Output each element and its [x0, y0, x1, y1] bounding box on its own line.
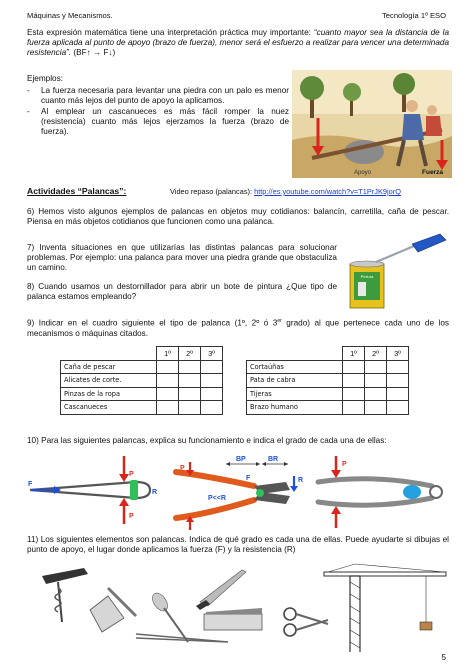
arrow-down-icon [331, 456, 341, 478]
grade-cell[interactable] [365, 387, 387, 401]
grade-cell[interactable] [365, 374, 387, 388]
header-left: Máquinas y Mecanismos. [27, 11, 113, 20]
grade-cell[interactable] [387, 387, 409, 401]
pliers-r-label: R [298, 477, 304, 484]
grade-cell[interactable] [201, 401, 223, 415]
question-9 [27, 318, 449, 339]
row-label: Tijeras [247, 387, 343, 401]
table-row [61, 360, 223, 374]
video-link[interactable]: http://es.youtube.com/watch?v=T1PrJK9jorQ [254, 187, 401, 196]
paint-can-label: Pintura [360, 274, 374, 279]
question-7: 7) Inventa situaciones en que utilizarías las distintas palancas para solucionar problemas. Por ejemplo: una palanca para mover una piedra grande que obstaculiza un camino. [27, 243, 337, 272]
corkscrew-icon [42, 568, 88, 622]
intro-paragraph [27, 28, 449, 58]
grade-header: 3º [387, 347, 409, 361]
knife-icon [196, 570, 246, 610]
example-item [27, 107, 289, 137]
table-row [247, 360, 409, 374]
shovel-icon [90, 588, 136, 632]
grade-cell[interactable] [343, 401, 365, 415]
grade-cell[interactable] [387, 401, 409, 415]
arrow-down-icon [119, 456, 129, 482]
tools-illustration [28, 562, 448, 654]
arrow-up-icon [331, 506, 341, 528]
bullet-dash: - [27, 107, 30, 116]
question-8: 8) Cuando usamos un destornillador para abrir un bote de pintura ¿Que tipo de palanca estamos empleando? [27, 282, 337, 301]
paint-can-icon [350, 261, 384, 308]
page-number: 5 [441, 652, 446, 662]
question-6: 6) Hemos visto algunos ejemplos de palancas en objetos muy cotidianos: balancín, carretilla, caña de pescar. Piensa en más objetos cotidianos que funcionen como una palanca. [27, 207, 449, 226]
grade-header: 1º [343, 347, 365, 361]
table-header-row [61, 347, 223, 361]
examples-list [27, 86, 289, 137]
arrow-up-icon [119, 498, 129, 524]
stapler-icon [204, 608, 262, 630]
grade-cell[interactable] [365, 401, 387, 415]
row-label: Cortaúñas [247, 360, 343, 374]
nutcracker-diagram [314, 452, 450, 532]
pliers-equation: P<<R [208, 495, 226, 502]
grade-table-right [246, 346, 409, 415]
intro-lead: Esta expresión matemática tiene una interpretación práctica muy importante: [27, 28, 314, 37]
table-row [61, 374, 223, 388]
grade-cell[interactable] [201, 360, 223, 374]
table-corner [247, 347, 343, 361]
row-label: Pata de cabra [247, 374, 343, 388]
row-label: Brazo humano [247, 401, 343, 415]
tweezers-diagram [26, 452, 164, 528]
tweezers-p-label-bottom: P [129, 513, 134, 520]
grade-header: 2º [365, 347, 387, 361]
grade-cell[interactable] [157, 401, 179, 415]
grade-header: 3º [201, 347, 223, 361]
bullet-dash: - [27, 86, 30, 95]
lever-illustration [292, 70, 452, 178]
question-11: 11) Los siguientes elementos son palancas. Indica de qué grado es cada una de ellas. Puede ayudarte si dibujas el punto de apoyo, el lugar donde aplicamos la fuerza (F) y la resistencia (R) [27, 535, 449, 554]
grade-cell[interactable] [201, 387, 223, 401]
table-row [247, 387, 409, 401]
screwdriver-icon [376, 234, 446, 262]
q9-sup: er [277, 318, 282, 324]
pliers-bp-label: BP [236, 456, 246, 463]
grade-cell[interactable] [343, 360, 365, 374]
grade-cell[interactable] [201, 374, 223, 388]
grade-header: 2º [179, 347, 201, 361]
nutcracker-p-label: P [342, 461, 347, 468]
table-row [61, 401, 223, 415]
screwdriver-paint-illustration [338, 232, 450, 312]
pliers-icon [176, 472, 290, 518]
grade-cell[interactable] [179, 401, 201, 415]
pliers-f-label: F [246, 475, 251, 482]
grade-cell[interactable] [179, 360, 201, 374]
row-label: Caña de pescar [61, 360, 157, 374]
grade-table-left [60, 346, 223, 415]
fulcrum-icon [256, 489, 264, 497]
table-row [61, 387, 223, 401]
example-text: La fuerza necesaria para levantar una piedra con un palo es menor cuanto más lejos del punto de apoyo la aplicamos. [41, 86, 289, 105]
table-row [247, 401, 409, 415]
nutcracker-icon [318, 479, 442, 505]
table-corner [61, 347, 157, 361]
grade-cell[interactable] [387, 374, 409, 388]
grade-cell[interactable] [179, 387, 201, 401]
row-label: Cascanueces [61, 401, 157, 415]
example-item [27, 86, 289, 106]
fuerza-label: Fuerza [422, 169, 443, 176]
apoyo-label: Apoyo [354, 170, 372, 176]
activities-title: Actividades “Palancas”: [27, 186, 127, 196]
example-text: Al emplear un cascanueces es más fácil romper la nuez (resistencia) cuanto más lejos ejerzamos la fuerza (brazo de fuerza). [41, 107, 289, 136]
grade-cell[interactable] [157, 360, 179, 374]
spoon-icon [149, 590, 188, 642]
q9-text-a: 9) Indicar en el cuadro siguiente el tipo de palanca (1º, 2º ó 3 [27, 318, 278, 328]
pliers-br-label: BR [268, 456, 279, 463]
q9-text-b: grado) al que pertenece cada uno de los mecanismos o máquinas citados. [27, 318, 449, 338]
grade-cell[interactable] [343, 387, 365, 401]
scissors-icon [284, 608, 328, 636]
examples-title: Ejemplos: [27, 74, 63, 83]
video-line [170, 187, 401, 196]
row-label: Alicates de corte. [61, 374, 157, 388]
grade-cell[interactable] [157, 374, 179, 388]
tweezers-p-label: P [129, 471, 134, 478]
tweezers-f-label: F [28, 481, 33, 488]
fulcrum-icon [130, 480, 138, 500]
row-label: Pinzas de la ropa [61, 387, 157, 401]
pliers-p-label: P [180, 465, 185, 472]
grade-cell[interactable] [179, 374, 201, 388]
grade-cell[interactable] [157, 387, 179, 401]
arrow-down-icon [290, 476, 298, 492]
crane-icon [324, 564, 446, 652]
nut-icon [403, 485, 421, 499]
table-row [247, 374, 409, 388]
video-label: Video repaso (palancas): [170, 187, 255, 196]
grade-cell[interactable] [343, 374, 365, 388]
grade-cell[interactable] [387, 360, 409, 374]
intro-quote: “cuanto mayor sea la distancia de la fuerza aplicada al punto de apoyo (brazo de fuerza), menor será el esfuerzo a realizar para vencer una determinada resistencia”. [27, 28, 449, 57]
table-header-row [247, 347, 409, 361]
question-10: 10) Para las siguientes palancas, explica su funcionamiento e indica el grado de cada una de ellas: [27, 436, 387, 445]
grade-header: 1º [157, 347, 179, 361]
pliers-diagram [168, 452, 308, 532]
intro-formula: (BF↑ → F↓) [71, 48, 116, 57]
header-right: Tecnología 1º ESO [382, 11, 446, 20]
tweezers-r-label: R [152, 489, 158, 496]
grade-cell[interactable] [365, 360, 387, 374]
